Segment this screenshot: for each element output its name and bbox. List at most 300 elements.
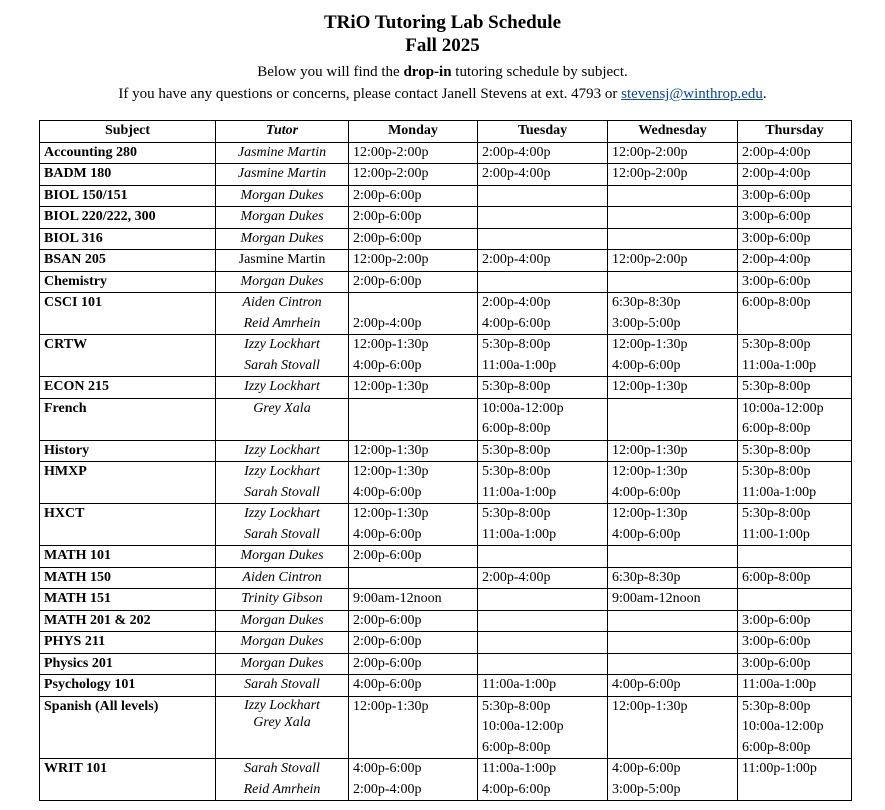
tutor-cell — [216, 207, 349, 229]
subject-cell: CSCI 101 — [40, 293, 216, 335]
wednesday-cell — [608, 632, 738, 654]
header-thursday: Thursday — [738, 121, 852, 143]
tutor-cell — [216, 653, 349, 675]
tuesday-cell — [478, 653, 608, 675]
schedule-table — [39, 120, 852, 801]
time-slot: 2:00p-4:00p — [482, 295, 551, 310]
wednesday-cell — [608, 377, 738, 399]
time-slot: 11:00a-1:00p — [482, 357, 557, 373]
subject-cell: CRTW — [40, 335, 216, 377]
subject-cell: BIOL 150/151 — [40, 185, 216, 207]
subject-cell: History — [40, 440, 216, 462]
tutor-cell — [216, 250, 349, 272]
wednesday-cell — [608, 589, 738, 611]
tutor-cell — [216, 462, 349, 504]
monday-cell — [349, 335, 478, 377]
wednesday-cell — [608, 164, 738, 186]
time-slot: 2:00p-4:00p — [482, 144, 551, 160]
time-slot: 4:00p-6:00p — [353, 761, 422, 776]
table-row — [40, 228, 852, 250]
time-slot: 5:30p-8:00p — [482, 379, 551, 394]
time-slot: 5:30p-8:00p — [742, 379, 811, 394]
time-slot: 10:00a-12:00p — [742, 400, 824, 416]
wednesday-cell — [608, 228, 738, 250]
monday-cell — [349, 462, 478, 504]
subject-cell: WRIT 101 — [40, 759, 216, 801]
time-slot: 2:00p-6:00p — [353, 634, 422, 649]
time-slot: 2:00p-6:00p — [353, 612, 422, 628]
intro-text — [0, 62, 885, 82]
contact-text — [0, 84, 885, 104]
time-slot: 5:30p-8:00p — [482, 506, 551, 521]
time-slot: 12:00p-2:00p — [353, 252, 429, 267]
monday-cell — [349, 610, 478, 632]
tutor-name: Trinity Gibson — [241, 591, 323, 606]
monday-cell — [349, 398, 478, 440]
tutor-name: Morgan Dukes — [240, 655, 324, 671]
tuesday-cell — [478, 377, 608, 399]
tuesday-cell — [478, 271, 608, 293]
time-slot: 12:00p-1:30p — [612, 379, 688, 394]
time-slot: 12:00p-2:00p — [353, 166, 429, 181]
tutor-name: Morgan Dukes — [240, 634, 324, 649]
monday-cell — [349, 504, 478, 546]
time-slot: 12:00p-2:00p — [612, 252, 688, 267]
time-slot: 12:00p-1:30p — [612, 464, 688, 479]
tutor-cell — [216, 398, 349, 440]
tutor-cell — [216, 271, 349, 293]
subject-cell: MATH 151 — [40, 589, 216, 611]
table-row — [40, 567, 852, 589]
tutor-cell — [216, 164, 349, 186]
wednesday-cell — [608, 335, 738, 377]
time-slot: 10:00a-12:00p — [482, 400, 564, 416]
monday-cell — [349, 185, 478, 207]
monday-cell — [349, 567, 478, 589]
tuesday-cell — [478, 632, 608, 654]
thursday-cell — [738, 228, 852, 250]
time-slot: 3:00p-5:00p — [612, 781, 681, 797]
thursday-cell — [738, 377, 852, 399]
time-slot: 6:00p-8:00p — [482, 421, 551, 436]
header-monday: Monday — [349, 121, 478, 143]
time-slot: 2:00p-6:00p — [353, 548, 422, 563]
tutor-name: Izzy Lockhart — [244, 337, 320, 352]
time-slot: 11:00-1:00p — [742, 526, 810, 542]
tutor-cell — [216, 546, 349, 568]
thursday-cell — [738, 164, 852, 186]
time-slot: 5:30p-8:00p — [742, 464, 811, 479]
thursday-cell — [738, 271, 852, 293]
tuesday-cell — [478, 293, 608, 335]
monday-cell — [349, 696, 478, 759]
time-slot: 3:00p-6:00p — [742, 612, 811, 628]
table-row — [40, 207, 852, 229]
thursday-cell — [738, 610, 852, 632]
tutor-name: Morgan Dukes — [240, 612, 324, 628]
tuesday-cell — [478, 228, 608, 250]
tutor-name: Izzy Lockhart — [244, 442, 320, 458]
wednesday-cell — [608, 142, 738, 164]
wednesday-cell — [608, 567, 738, 589]
thursday-cell — [738, 440, 852, 462]
tutor-name: Grey Xala — [253, 714, 311, 730]
tutor-name: Jasmine Martin — [238, 252, 326, 267]
wednesday-cell — [608, 185, 738, 207]
tuesday-cell — [478, 589, 608, 611]
monday-cell — [349, 293, 478, 335]
time-slot: 4:00p-6:00p — [612, 357, 681, 373]
tutor-name: Morgan Dukes — [240, 209, 324, 224]
time-slot: 11:00a-1:00p — [742, 677, 817, 692]
time-slot: 2:00p-4:00p — [482, 252, 551, 267]
time-slot: 4:00p-6:00p — [612, 677, 681, 692]
time-slot: 12:00p-1:30p — [353, 464, 429, 479]
wednesday-cell — [608, 207, 738, 229]
thursday-cell — [738, 398, 852, 440]
wednesday-cell — [608, 504, 738, 546]
time-slot: 3:00p-6:00p — [742, 187, 811, 203]
subject-cell: PHYS 211 — [40, 632, 216, 654]
wednesday-cell — [608, 271, 738, 293]
tuesday-cell — [478, 440, 608, 462]
time-slot: 2:00p-4:00p — [353, 781, 422, 797]
subject-cell: HXCT — [40, 504, 216, 546]
tuesday-cell — [478, 335, 608, 377]
table-row — [40, 185, 852, 207]
wednesday-cell — [608, 653, 738, 675]
thursday-cell — [738, 759, 852, 801]
tutor-cell — [216, 377, 349, 399]
tuesday-cell — [478, 759, 608, 801]
time-slot: 2:00p-6:00p — [353, 209, 422, 224]
time-slot: 4:00p-6:00p — [482, 315, 551, 331]
tutor-name: Sarah Stovall — [244, 484, 320, 500]
time-slot: 4:00p-6:00p — [612, 526, 681, 542]
tutor-cell — [216, 142, 349, 164]
tutor-name: Reid Amrhein — [243, 781, 321, 797]
monday-cell — [349, 759, 478, 801]
table-row — [40, 589, 852, 611]
tuesday-cell — [478, 207, 608, 229]
table-row — [40, 440, 852, 462]
header-wednesday: Wednesday — [608, 121, 738, 143]
tutor-name: Sarah Stovall — [244, 526, 320, 542]
time-slot: 10:00a-12:00p — [742, 719, 824, 734]
tutor-name: Morgan Dukes — [240, 548, 324, 563]
time-slot: 12:00p-1:30p — [353, 337, 429, 352]
tuesday-cell — [478, 546, 608, 568]
time-slot: 2:00p-6:00p — [353, 187, 422, 203]
time-slot: 2:00p-4:00p — [742, 252, 811, 267]
subject-cell: French — [40, 398, 216, 440]
wednesday-cell — [608, 462, 738, 504]
table-row — [40, 335, 852, 377]
table-row — [40, 271, 852, 293]
time-slot: 12:00p-1:30p — [353, 442, 429, 458]
tutor-name: Jasmine Martin — [237, 166, 327, 181]
time-slot: 12:00p-1:30p — [353, 698, 429, 714]
intro-after: tutoring schedule by subject. — [451, 64, 628, 80]
time-slot: 4:00p-6:00p — [482, 781, 551, 797]
tutor-name: Sarah Stovall — [244, 677, 320, 692]
time-slot: 11:00a-1:00p — [482, 526, 557, 542]
time-slot: 5:30p-8:00p — [482, 337, 551, 352]
time-slot: 5:30p-8:00p — [742, 698, 811, 714]
time-slot: 12:00p-2:00p — [612, 144, 688, 160]
subject-cell: Chemistry — [40, 271, 216, 293]
table-row — [40, 759, 852, 801]
subject-cell: BADM 180 — [40, 164, 216, 186]
time-slot: 2:00p-4:00p — [482, 569, 551, 585]
time-slot: 6:00p-8:00p — [742, 421, 811, 436]
tutor-name: Aiden Cintron — [242, 569, 322, 585]
wednesday-cell — [608, 398, 738, 440]
tutor-name: Jasmine Martin — [237, 144, 327, 160]
tutor-cell — [216, 335, 349, 377]
table-header-row — [40, 121, 852, 143]
header-subject: Subject — [40, 121, 216, 143]
time-slot: 12:00p-1:30p — [612, 337, 688, 352]
tutor-name: Izzy Lockhart — [244, 379, 320, 394]
thursday-cell — [738, 293, 852, 335]
time-slot: 5:30p-8:00p — [742, 337, 811, 352]
monday-cell — [349, 377, 478, 399]
thursday-cell — [738, 632, 852, 654]
table-row — [40, 142, 852, 164]
table-row — [40, 377, 852, 399]
table-row — [40, 696, 852, 759]
intro-before: Below you will find the — [257, 64, 404, 80]
tuesday-cell — [478, 675, 608, 697]
time-slot: 3:00p-6:00p — [742, 273, 811, 289]
subject-cell: Spanish (All levels) — [40, 696, 216, 759]
time-slot: 4:00p-6:00p — [612, 761, 681, 776]
term-subtitle: Fall 2025 — [405, 35, 480, 56]
table-row — [40, 546, 852, 568]
schedule-body — [40, 142, 852, 801]
thursday-cell — [738, 567, 852, 589]
tutor-name: Reid Amrhein — [243, 315, 321, 331]
thursday-cell — [738, 696, 852, 759]
monday-cell — [349, 228, 478, 250]
time-slot: 5:30p-8:00p — [742, 506, 811, 521]
subject-cell: BIOL 316 — [40, 228, 216, 250]
time-slot: 2:00p-6:00p — [353, 655, 422, 671]
subject-cell: MATH 101 — [40, 546, 216, 568]
tutor-cell — [216, 696, 349, 759]
time-slot: 3:00p-6:00p — [742, 655, 811, 671]
tutor-name: Sarah Stovall — [244, 357, 320, 373]
time-slot: 4:00p-6:00p — [612, 484, 681, 500]
time-slot: 6:00p-8:00p — [742, 739, 811, 755]
tuesday-cell — [478, 462, 608, 504]
time-slot: 9:00am-12noon — [353, 591, 442, 606]
thursday-cell — [738, 207, 852, 229]
time-slot: 9:00am-12noon — [612, 591, 701, 606]
thursday-cell — [738, 335, 852, 377]
time-slot: 11:00a-1:00p — [742, 484, 817, 500]
subject-cell: HMXP — [40, 462, 216, 504]
wednesday-cell — [608, 610, 738, 632]
monday-cell — [349, 440, 478, 462]
subject-cell: Physics 201 — [40, 653, 216, 675]
table-row — [40, 293, 852, 335]
wednesday-cell — [608, 250, 738, 272]
tutor-cell — [216, 185, 349, 207]
tuesday-cell — [478, 164, 608, 186]
wednesday-cell — [608, 546, 738, 568]
tutor-cell — [216, 610, 349, 632]
time-slot: 12:00p-1:30p — [612, 506, 688, 521]
table-row — [40, 632, 852, 654]
time-slot: 6:00p-8:00p — [742, 295, 811, 310]
tutor-cell — [216, 228, 349, 250]
monday-cell — [349, 653, 478, 675]
thursday-cell — [738, 142, 852, 164]
time-slot: 4:00p-6:00p — [353, 677, 422, 692]
time-slot: 11:00a-1:00p — [742, 357, 817, 373]
time-slot: 4:00p-6:00p — [353, 526, 422, 542]
monday-cell — [349, 589, 478, 611]
table-row — [40, 250, 852, 272]
time-slot — [353, 293, 473, 314]
tutor-cell — [216, 440, 349, 462]
tutor-name: Morgan Dukes — [240, 187, 324, 203]
tuesday-cell — [478, 398, 608, 440]
tutor-cell — [216, 293, 349, 335]
table-row — [40, 675, 852, 697]
wednesday-cell — [608, 440, 738, 462]
table-row — [40, 610, 852, 632]
thursday-cell — [738, 546, 852, 568]
tutor-name: Sarah Stovall — [244, 761, 320, 776]
wednesday-cell — [608, 759, 738, 801]
thursday-cell — [738, 250, 852, 272]
tutor-name: Izzy Lockhart — [244, 697, 320, 713]
time-slot: 6:30p-8:30p — [612, 569, 681, 585]
tutor-name: Grey Xala — [253, 400, 311, 416]
table-row — [40, 653, 852, 675]
time-slot: 12:00p-1:30p — [353, 506, 429, 521]
monday-cell — [349, 546, 478, 568]
tuesday-cell — [478, 142, 608, 164]
time-slot: 6:00p-8:00p — [742, 569, 811, 585]
subject-cell: MATH 150 — [40, 567, 216, 589]
tutor-cell — [216, 589, 349, 611]
subject-cell: ECON 215 — [40, 377, 216, 399]
intro-bold: drop-in — [403, 64, 452, 80]
wednesday-cell — [608, 675, 738, 697]
tutor-name: Aiden Cintron — [242, 295, 322, 310]
time-slot: 5:30p-8:00p — [482, 442, 551, 458]
thursday-cell — [738, 185, 852, 207]
time-slot: 6:30p-8:30p — [612, 295, 681, 310]
tutor-cell — [216, 675, 349, 697]
subject-cell: BSAN 205 — [40, 250, 216, 272]
time-slot: 3:00p-6:00p — [742, 209, 811, 224]
table-row — [40, 504, 852, 546]
wednesday-cell — [608, 696, 738, 759]
time-slot: 3:00p-6:00p — [742, 634, 811, 649]
thursday-cell — [738, 589, 852, 611]
time-slot: 5:30p-8:00p — [482, 464, 551, 479]
tutor-cell — [216, 632, 349, 654]
tuesday-cell — [478, 696, 608, 759]
tuesday-cell — [478, 610, 608, 632]
table-row — [40, 164, 852, 186]
tutor-cell — [216, 567, 349, 589]
table-row — [40, 398, 852, 440]
tutor-name: Izzy Lockhart — [244, 506, 320, 521]
contact-before: If you have any questions or concerns, please contact Janell Stevens at ext. 4793 or — [118, 86, 622, 102]
time-slot: 11:00a-1:00p — [482, 677, 557, 692]
time-slot: 6:00p-8:00p — [482, 739, 551, 755]
time-slot: 5:30p-8:00p — [482, 698, 551, 714]
time-slot: 11:00a-1:00p — [482, 761, 557, 776]
monday-cell — [349, 675, 478, 697]
time-slot: 2:00p-6:00p — [353, 230, 422, 246]
time-slot: 4:00p-6:00p — [353, 357, 422, 373]
tuesday-cell — [478, 185, 608, 207]
subject-cell: Accounting 280 — [40, 142, 216, 164]
tutor-cell — [216, 759, 349, 801]
time-slot: 2:00p-4:00p — [482, 166, 551, 181]
tutor-cell — [216, 504, 349, 546]
time-slot: 2:00p-4:00p — [742, 166, 811, 181]
time-slot: 2:00p-4:00p — [742, 144, 811, 160]
time-slot: 11:00a-1:00p — [482, 484, 557, 500]
time-slot: 12:00p-1:30p — [353, 379, 429, 394]
time-slot: 2:00p-4:00p — [353, 315, 422, 331]
time-slot: 3:00p-6:00p — [742, 230, 811, 246]
time-slot: 5:30p-8:00p — [742, 442, 811, 458]
time-slot: 12:00p-2:00p — [353, 144, 429, 160]
monday-cell — [349, 142, 478, 164]
thursday-cell — [738, 653, 852, 675]
contact-after: . — [762, 86, 767, 102]
wednesday-cell — [608, 293, 738, 335]
time-slot: 3:00p-5:00p — [612, 315, 681, 331]
table-row — [40, 462, 852, 504]
header-tutor: Tutor — [216, 121, 349, 143]
subject-cell: MATH 201 & 202 — [40, 610, 216, 632]
time-slot: 10:00a-12:00p — [482, 719, 564, 734]
tuesday-cell — [478, 567, 608, 589]
time-slot: 4:00p-6:00p — [353, 484, 422, 500]
document-header — [0, 11, 885, 104]
tutor-name: Morgan Dukes — [240, 273, 324, 289]
monday-cell — [349, 250, 478, 272]
monday-cell — [349, 271, 478, 293]
monday-cell — [349, 207, 478, 229]
tutor-name: Morgan Dukes — [240, 230, 324, 246]
subject-cell: BIOL 220/222, 300 — [40, 207, 216, 229]
thursday-cell — [738, 504, 852, 546]
thursday-cell — [738, 462, 852, 504]
time-slot: 12:00p-2:00p — [612, 166, 688, 181]
time-slot: 2:00p-6:00p — [353, 273, 422, 289]
time-slot: 12:00p-1:30p — [612, 698, 688, 714]
tutor-name: Izzy Lockhart — [244, 464, 320, 479]
time-slot: 12:00p-1:30p — [612, 442, 688, 458]
monday-cell — [349, 632, 478, 654]
email-link[interactable]: stevensj@winthrop.edu — [621, 86, 763, 102]
monday-cell — [349, 164, 478, 186]
header-tuesday: Tuesday — [478, 121, 608, 143]
time-slot: 11:00p-1:00p — [742, 761, 817, 776]
thursday-cell — [738, 675, 852, 697]
